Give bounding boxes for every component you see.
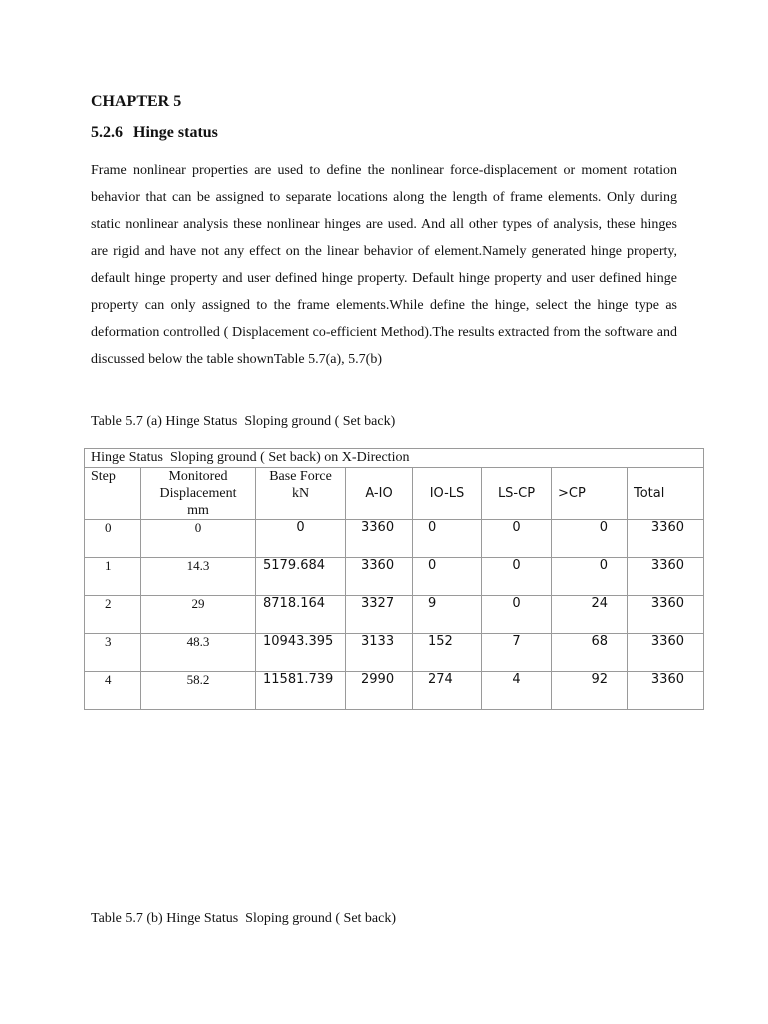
cell-io-ls: 152 <box>413 634 482 672</box>
header-displacement-line2: Displacement <box>159 486 237 501</box>
cell-displacement: 0 <box>141 520 256 558</box>
section-heading <box>91 124 218 142</box>
cell-base-force: 8718.164 <box>256 596 346 634</box>
table-header-row <box>85 468 704 520</box>
table-title: Hinge Status Sloping ground ( Set back) on X-Direction <box>85 449 704 468</box>
cell-io-ls: 274 <box>413 672 482 710</box>
cell-cp: 92 <box>552 672 628 710</box>
section-number: 5.2.6 <box>91 124 123 141</box>
cell-a-io: 3360 <box>346 520 413 558</box>
table-row <box>85 672 704 710</box>
header-displacement <box>141 468 256 520</box>
cell-displacement: 58.2 <box>141 672 256 710</box>
header-displacement-line1: Monitored <box>168 469 228 484</box>
table-caption-b: Table 5.7 (b) Hinge Status Sloping ground ( Set back) <box>91 911 397 926</box>
cell-total: 3360 <box>628 672 704 710</box>
cell-cp: 0 <box>552 520 628 558</box>
cell-step: 4 <box>85 672 141 710</box>
header-cp: >CP <box>552 468 628 520</box>
body-paragraph: Frame nonlinear properties are used to define the nonlinear force-displacement or moment rotation behavior that can be assigned to separate locations along the length of frame elements. Only during static nonlinear analysis these nonlinear hinges are used. And all other types of analysis, these hinges are rigid and have not any effect on the linear behavior of element.Namely generated hinge property, default hinge property and user defined hinge property. Default hinge property and user defined hinge property can only assigned to the frame elements.While define the hinge, select the hinge type as deformation controlled ( Displacement co-efficient Method).The results extracted from the software and discussed below the table shownTable 5.7(a), 5.7(b) <box>91 163 677 367</box>
cell-a-io: 3360 <box>346 558 413 596</box>
header-io-ls: IO-LS <box>413 468 482 520</box>
header-ls-cp: LS-CP <box>482 468 552 520</box>
cell-ls-cp: 7 <box>482 634 552 672</box>
cell-total: 3360 <box>628 634 704 672</box>
cell-a-io: 3327 <box>346 596 413 634</box>
cell-displacement: 29 <box>141 596 256 634</box>
header-base-force-line1: Base Force <box>269 469 332 484</box>
cell-step: 3 <box>85 634 141 672</box>
header-a-io: A-IO <box>346 468 413 520</box>
cell-total: 3360 <box>628 520 704 558</box>
header-step: Step <box>85 468 141 520</box>
cell-a-io: 3133 <box>346 634 413 672</box>
cell-ls-cp: 0 <box>482 558 552 596</box>
cell-base-force: 0 <box>256 520 346 558</box>
cell-cp: 0 <box>552 558 628 596</box>
cell-step: 0 <box>85 520 141 558</box>
cell-io-ls: 9 <box>413 596 482 634</box>
table-caption-a: Table 5.7 (a) Hinge Status Sloping ground ( Set back) <box>91 414 396 429</box>
table-title-row <box>85 449 704 468</box>
cell-base-force: 11581.739 <box>256 672 346 710</box>
cell-step: 1 <box>85 558 141 596</box>
header-base-force-line2: kN <box>291 486 310 501</box>
table-row <box>85 634 704 672</box>
table-row <box>85 558 704 596</box>
cell-a-io: 2990 <box>346 672 413 710</box>
cell-base-force: 5179.684 <box>256 558 346 596</box>
header-total: Total <box>628 468 704 520</box>
cell-cp: 68 <box>552 634 628 672</box>
cell-io-ls: 0 <box>413 520 482 558</box>
cell-io-ls: 0 <box>413 558 482 596</box>
table-row <box>85 520 704 558</box>
cell-displacement: 14.3 <box>141 558 256 596</box>
hinge-status-table <box>84 448 704 710</box>
cell-displacement: 48.3 <box>141 634 256 672</box>
cell-ls-cp: 0 <box>482 520 552 558</box>
cell-base-force: 10943.395 <box>256 634 346 672</box>
cell-ls-cp: 4 <box>482 672 552 710</box>
section-title: Hinge status <box>133 124 218 141</box>
cell-ls-cp: 0 <box>482 596 552 634</box>
chapter-heading: CHAPTER 5 <box>91 93 182 110</box>
cell-total: 3360 <box>628 558 704 596</box>
cell-total: 3360 <box>628 596 704 634</box>
table-row <box>85 596 704 634</box>
cell-cp: 24 <box>552 596 628 634</box>
header-base-force <box>256 468 346 520</box>
header-displacement-line3: mm <box>187 503 209 518</box>
cell-step: 2 <box>85 596 141 634</box>
